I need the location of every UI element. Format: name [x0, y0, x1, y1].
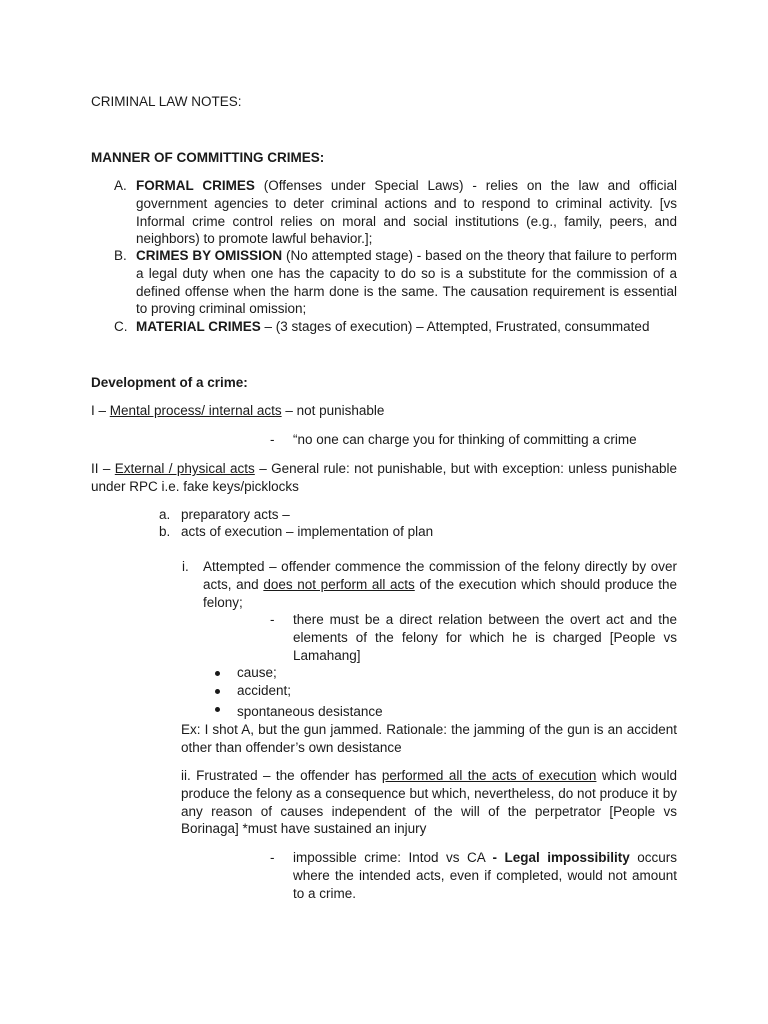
list-item-material-crimes	[136, 318, 677, 336]
preparatory-acts: preparatory acts –	[181, 507, 290, 522]
attempted-underlined: does not perform all acts	[263, 576, 415, 592]
attempted-example: Ex: I shot A, but the gun jammed. Rationale: the jamming of the gun is an accident other than offender’s own desistance	[181, 722, 677, 755]
mental-process-note: “no one can charge you for thinking of committing a crime	[293, 432, 637, 447]
mental-process-prefix: I –	[91, 403, 110, 418]
impossible-crime	[293, 849, 677, 902]
external-acts-term: External / physical acts	[114, 461, 255, 476]
notes-title: CRIMINAL LAW NOTES:	[91, 94, 242, 109]
bullet-icon	[215, 689, 220, 694]
attempted-note: there must be a direct relation between the overt act and the elements of the felony for which he is charged [People vs Lamahang]	[293, 612, 677, 663]
external-acts-line	[91, 460, 677, 496]
bullet-accident: accident;	[237, 683, 292, 698]
dash-marker: -	[270, 432, 275, 447]
dash-marker: -	[270, 612, 275, 627]
list-marker-a-lower: a.	[159, 507, 171, 522]
term-formal-crimes: FORMAL CRIMES	[136, 178, 255, 193]
attempted-text: Attempted – offender commence the commission of the felony directly by over acts, and	[203, 559, 677, 592]
bullet-icon	[215, 707, 220, 712]
material-crimes-text: – (3 stages of execution) – Attempted, Frustrated, consummated	[260, 319, 650, 334]
external-acts-prefix: II –	[91, 461, 115, 476]
mental-process-rest: – not punishable	[281, 403, 385, 418]
impossible-crime-text: impossible crime: Intod vs CA	[293, 850, 493, 865]
frustrated-underlined: performed all the acts of execution	[381, 768, 597, 783]
formal-crimes-text: (Offenses under Special Laws) - relies on the law and official government agencies to deter criminal actions and to respond to criminal activity. [vs Informal crime control relies on moral and social institutions (e.g., family, peers, and neighbors) to promote lawful behavior.];	[136, 178, 678, 247]
list-marker-c: C.	[114, 319, 128, 334]
list-marker-a: A.	[114, 178, 127, 193]
list-item-formal-crimes	[136, 177, 677, 248]
term-material-crimes: MATERIAL CRIMES	[136, 319, 261, 334]
bullet-spontaneous-desistance: spontaneous desistance	[237, 704, 383, 719]
legal-impossibility-term: - Legal impossibility	[492, 850, 630, 865]
dash-marker: -	[270, 850, 275, 865]
impossible-crime-text-end: occurs where the intended acts, even if completed, would not amount to a crime.	[293, 850, 677, 901]
manner-heading: MANNER OF COMMITTING CRIMES:	[91, 150, 325, 165]
mental-process-line	[91, 402, 384, 420]
frustrated-text: ii. Frustrated – the offender has	[181, 768, 382, 783]
acts-of-execution: acts of execution – implementation of plan	[181, 524, 434, 539]
frustrated-stage	[181, 767, 677, 838]
development-heading: Development of a crime:	[91, 375, 248, 390]
attempted-stage	[203, 558, 677, 611]
list-marker-b: B.	[114, 248, 127, 263]
term-crimes-by-omission: CRIMES BY OMISSION	[136, 248, 283, 263]
roman-marker-i: i.	[182, 559, 189, 574]
bullet-icon	[215, 671, 220, 676]
mental-process-term: Mental process/ internal acts	[109, 403, 282, 418]
frustrated-text-end: which would produce the felony as a consequence but which, nevertheless, do not produce it by any reason of causes independent of the will of the perpetrator [People vs Borinaga] *must have sustained an injury	[181, 768, 677, 837]
list-item-crimes-by-omission	[136, 247, 677, 318]
attempted-text-end: of the execution which should produce the felony;	[203, 576, 678, 610]
crimes-by-omission-text: (No attempted stage) - based on the theory that failure to perform a legal duty when one has the capacity to do so is a substitute for the commission of a defined offense when the harm done is the same. The causation requirement is essential to proving criminal omission;	[136, 248, 677, 317]
bullet-cause: cause;	[237, 665, 277, 680]
external-acts-rest: – General rule: not punishable, but with exception: unless punishable under RPC i.e. fake keys/picklocks	[91, 461, 677, 494]
list-marker-b-lower: b.	[159, 524, 171, 539]
